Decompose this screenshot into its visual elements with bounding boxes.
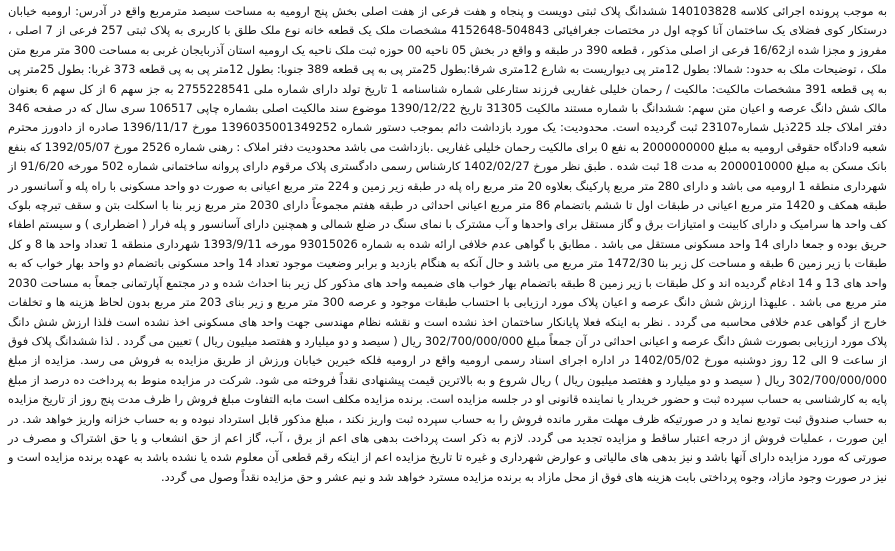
auction-notice-text: به موجب پرونده اجرائی کلاسه 140103828 ششدانگ پلاک ثبتی دویست و پنجاه و هفت فرعی از هفت اصلی بخش پنج ارومیه به مساحت سیصد مترمربع واقع در آدرس: ارومیه خیابان درستکار کوی فضلای یک ساختمان آنا کوچه اول در مختصات جغرافیائی 504843-4152648 مشخصات ملک یک قطعه خانه نوع ملک طلق با کاربری به پلاک ثبتی 257 فرعی از 7 اصلی ، مفروز و مجزا شده از16/62 فرعی از اصلی مذکور ، قطعه 390 در طبقه و واقع در بخش 05 ناحیه 00 حوزه ثبت ملک ناحیه یک ارومیه استان آذربایجان غربی به مساحت 300 متر مربع متن ملک ، توضیحات ملک به حدود: شمالا: بطول 12متر پی دیواریست به شارع 12متری شرقا:بطول 25متر پی به پی قطعه 389 جنوبا: بطول 12متر پی به پی قطعه 373 غربا: بطول 25متر پی به پی قطعه 391 مشخصات مالکیت: مالکیت / رحمان خلیلی غفاریی فرزند ستارعلی شماره شناسنامه 1 تاریخ تولد دارای شماره ملی 2755228541 به جز سهم 6 از کل سهم 6 بعنوان مالک شش دانگ عرصه و اعیان متن سهم: ششدانگ با شماره مستند مالکیت 31305 تاریخ 1390/12/22 موضوع سند مالکیت اصلی بشماره چاپی 106517 سری سال که در صفحه 346 دفتر املاک جلد 225ذیل شماره23107 ثبت گردیده است. محدودیت: یک مورد بازداشت دائم بموجب دستور شماره 1396035001349252 مورخ 1396/11/17 صادره از دادورز محترم شعبه 9دادگاه حقوقی ارومیه به مبلغ 2000000000 به نفع 0 برای مالکیت رحمان خلیلی غفاریی .بازداشت می باشد محدودیت دفتر املاک : رهنی شماره 2526 مورخ 1392/05/07 که بنفع بانک مسکن به مبلغ 2000010000 به مدت 18 ثبت شده . طبق نظر مورخ 1402/02/27 کارشناس رسمی دادگستری پلاک مرقوم دارای پروانه ساختمانی شماره 502 مورخه 91/6/20 از شهرداری منطقه 1 ارومیه می باشد و دارای 280 متر مربع پارکینگ بعلاوه 20 متر مربع راه پله در طبقه زیر زمین و 224 متر مربع اعیانی به صورت دو واحد مسکونی با راه پله و آسانسور در طبقه همکف و 1420 متر مربع اعیانی در طبقات اول تا ششم باتضمام 86 متر مربع اعیانی احداثی در طبقه هفتم مجموعاً دارای 2030 متر مربع زیر بنا با اسکلت بتن و سقف تیرچه بلوک کف واحد ها سرامیک و دارای کابینت و امتیازات برق و گاز مستقل برای واحدها و آب مشترک با نمای سنگ در ضلع شمالی و همچنین دارای آسانسور و پله فرار ( اضطراری ) و سیستم اطفاء حریق بوده و جمعا دارای 14 واحد مسکونی مستقل می باشد . مطابق با گواهی عدم خلافی ارائه شده به شماره 93015026 مورخه 1393/9/11 شهرداری منطقه 1 تعداد واحد ها 8 و کل طبقات با زیر زمین 6 طبقه و مساحت کل زیر بنا 1472/30 متر مربع می باشد و حال آنکه به هنگام بازدید و برابر وضعیت موجود تعداد 14 واحد مسکونی باتضمام دو واحد بهار خواب که به واحد های 13 و 14 ادغام گردیده اند و کل طبقات با زیر زمین 8 طبقه باتضمام بهار خواب های ضمیمه واحد های مذکور کل زیر بنا احداث شده و در مجتمع آپارتمانی جمعاً به مساحت 2030 متر مربع می باشد . علیهذا ارزش شش دانگ عرصه و اعیان پلاک مورد ارزیابی با احتساب طبقات موجود و عرصه 300 متر مربع و زیر بنای 203 متر مربع بدون لحاظ هزینه ها و تخلفات خارج از گواهی عدم خلافی محاسبه می گردد . نظر به اینکه فعلا پایانکار ساختمان اخذ نشده است و نقشه نظام مهندسی جهت واحد های مسکونی اخذ نشده است فلذا ارزش شش دانگ پلاک مورد ارزیابی بصورت شش دانگ عرصه و اعیانی احداثی در آن جمعاً مبلغ 302/700/000/000 ریال ( سیصد و دو میلیارد و هفتصد میلیون ریال ) تعیین می گردد . لذا ششدانگ پلاک فوق از ساعت 9 الی 12 روز دوشنبه مورخ 1402/05/02 در اداره اجرای اسناد رسمی ارومیه واقع در ارومیه فلکه خیرین خیابان ورزش از طریق مزایده به فروش می رسد. مزایده از مبلغ 302/700/000/000 ریال ( سیصد و دو میلیارد و هفتصد میلیون ریال ) ریال شروع و به بالاترین قیمت پیشنهادی نقداً فروخته می شود. شرکت در مزایده منوط به پرداخت ده درصد از مبلغ پایه به کارشناسی به حساب سپرده ثبت و حضور خریدار یا نماینده قانونی او در جلسه مزایده است. برنده مزایده مکلف است مابه التفاوت مبلغ فروش را ظرف مدت پنج روز از تاریخ مزایده به حساب صندوق ثبت تودیع نماید و در صورتیکه ظرف مهلت مقرر مانده فروش را به حساب سپرده ثبت واریز نکند ، مبلغ مذکور قابل استرداد نبوده و به حساب خزانه واریز خواهد شد. در این صورت ، عملیات فروش از درجه اعتبار ساقط و مزایده تجدید می گردد. لازم به ذکر است پرداخت بدهی های اعم از برق ، آب، گاز اعم از حق انشعاب و یا حق اشتراک و مصرف در صورتی که مورد مزایده دارای آنها باشد و نیز بدهی های مالیاتی و عوارض شهرداری و غیره تا تاریخ مزایده اعم از اینکه رقم قطعی آن معلوم شده یا نشده باشد به عهده برنده مزایده است و نیز در صورت وجود مازاد، وجوه پرداختی بابت هزینه های فوق از محل مازاد به برنده مزایده مسترد خواهد شد و نیم عشر و حق مزایده نقداً وصول می گردد. [8, 4, 888, 484]
